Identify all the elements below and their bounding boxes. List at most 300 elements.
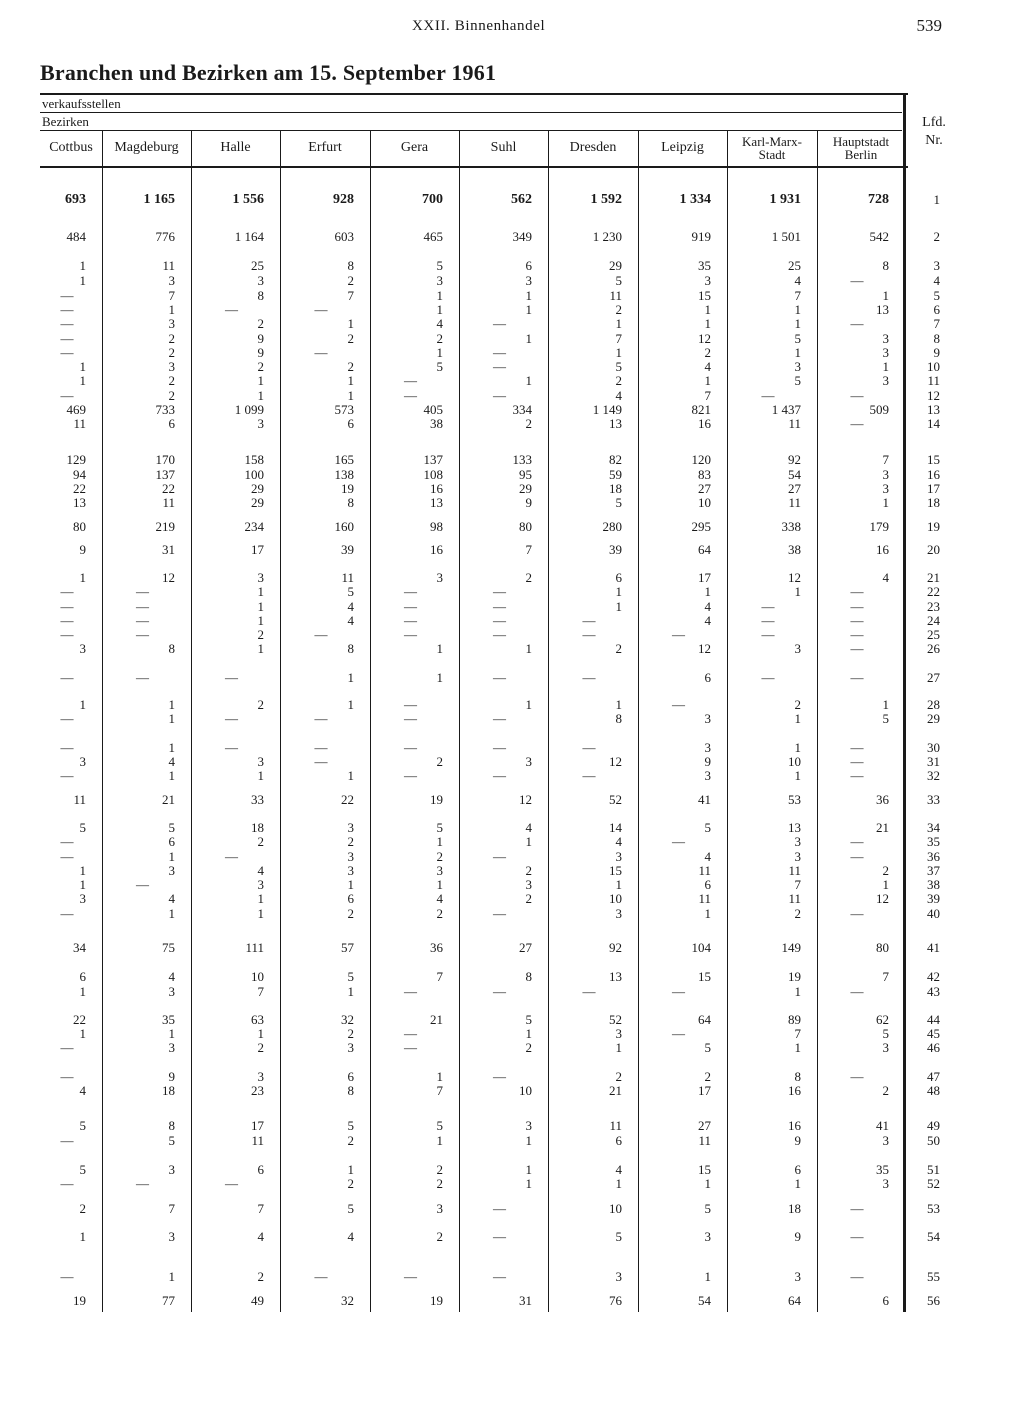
table-cell: 1 [615, 877, 622, 892]
table-cell: 5 [79, 820, 86, 835]
table-cell: 129 [66, 452, 86, 467]
table-cell: — [314, 740, 328, 755]
table-cell: 4 [615, 388, 622, 403]
table-cell: 5 [882, 1026, 889, 1041]
table-cell: — [314, 754, 328, 769]
table-cell: 2 [257, 834, 264, 849]
table-cell: — [60, 316, 74, 331]
column-header: Dresden [569, 140, 617, 155]
table-cell: 1 [257, 388, 264, 403]
table-cell: 1 [257, 906, 264, 921]
table-cell: 59 [609, 467, 622, 482]
table-cell: 1 230 [592, 229, 622, 244]
table-cell: 11 [73, 416, 86, 431]
table-cell: — [60, 670, 74, 685]
table-cell: — [850, 768, 864, 783]
table-cell: — [136, 1176, 149, 1191]
table-cell: 31 [519, 1293, 532, 1308]
row-number: 18 [927, 495, 940, 510]
table-cell: 1 [347, 697, 354, 712]
table-cell: 3 [347, 1040, 354, 1055]
table-cell: — [672, 1026, 685, 1041]
table-cell: — [850, 849, 864, 864]
row-number: 33 [927, 792, 940, 807]
table-cell: 2 [436, 849, 443, 864]
table-cell: 2 [347, 1133, 354, 1148]
table-cell: — [761, 388, 775, 403]
table-cell: 2 [257, 359, 264, 374]
table-cell: 13 [788, 820, 801, 835]
table-cell: 1 [615, 584, 622, 599]
table-cell: 16 [788, 1083, 801, 1098]
table-cell: 4 [168, 754, 175, 769]
table-cell: 7 [168, 288, 175, 303]
column-header: Leipzig [661, 140, 704, 155]
table-cell: 7 [347, 288, 354, 303]
table-cell: 3 [436, 1201, 443, 1216]
table-cell: 27 [698, 481, 711, 496]
table-cell: 15 [698, 969, 711, 984]
table-cell: 38 [788, 542, 801, 557]
row-number: 1 [933, 192, 940, 207]
table-cell: 1 [615, 599, 622, 614]
table-cell: 3 [257, 754, 264, 769]
table-cell: — [225, 670, 238, 685]
table-cell: 6 [615, 570, 622, 585]
table-cell: 6 [168, 834, 175, 849]
table-cell: 1 [615, 1176, 622, 1191]
table-cell: — [493, 388, 506, 403]
table-cell: 4 [615, 834, 622, 849]
table-cell: 3 [615, 906, 622, 921]
table-cell: 4 [704, 599, 711, 614]
table-cell: — [225, 849, 238, 864]
table-cell: — [850, 613, 864, 628]
table-cell: 484 [66, 229, 86, 244]
table-cell: 1 164 [234, 229, 264, 244]
table-cell: 2 [79, 1201, 86, 1216]
table-cell: 6 [168, 416, 175, 431]
table-cell: 11 [788, 495, 801, 510]
table-cell: 1 [525, 1162, 532, 1177]
table-cell: 1 [436, 345, 443, 360]
table-cell: 5 [882, 711, 889, 726]
row-number: 44 [927, 1012, 940, 1027]
table-cell: 11 [341, 570, 354, 585]
table-cell: 80 [519, 519, 532, 534]
table-cell: — [404, 697, 417, 712]
table-cell: — [850, 416, 864, 431]
table-cell: 92 [788, 452, 801, 467]
table-cell: — [493, 906, 506, 921]
table-cell: 5 [436, 359, 443, 374]
table-cell: 1 [794, 1040, 801, 1055]
table-cell: 509 [869, 402, 889, 417]
table-cell: 1 [347, 768, 354, 783]
table-cell: 1 [257, 373, 264, 388]
header-top-rule [40, 93, 908, 95]
table-cell: 1 [257, 641, 264, 656]
table-cell: 9 [794, 1229, 801, 1244]
table-cell: — [493, 584, 506, 599]
table-cell: — [493, 1069, 506, 1084]
table-cell: — [404, 584, 417, 599]
table-cell: 1 [704, 373, 711, 388]
table-cell: — [60, 768, 74, 783]
table-cell: 3 [882, 481, 889, 496]
table-cell: 1 [79, 359, 86, 374]
table-cell: 11 [609, 1118, 622, 1133]
table-cell: — [136, 627, 149, 642]
table-cell: — [493, 1201, 506, 1216]
table-cell: 77 [162, 1293, 175, 1308]
table-cell: 27 [788, 481, 801, 496]
table-cell: 9 [794, 1133, 801, 1148]
table-cell: 165 [334, 452, 354, 467]
table-cell: 1 [525, 288, 532, 303]
table-cell: 13 [609, 416, 622, 431]
column-header: Erfurt [308, 140, 342, 155]
table-cell: 18 [162, 1083, 175, 1098]
column-header: Karl-Marx- Stadt [742, 134, 802, 162]
table-cell: 7 [168, 1201, 175, 1216]
table-cell: 3 [347, 863, 354, 878]
table-cell: — [314, 302, 328, 317]
table-cell: 29 [251, 481, 264, 496]
table-cell: 1 [794, 302, 801, 317]
table-cell: 295 [691, 519, 711, 534]
table-cell: 1 [257, 584, 264, 599]
table-cell: 3 [168, 984, 175, 999]
table-cell: 53 [788, 792, 801, 807]
table-cell: 4 [257, 863, 264, 878]
table-cell: — [60, 834, 74, 849]
table-cell: 1 [615, 345, 622, 360]
row-number: 5 [933, 288, 940, 303]
row-number-divider [903, 95, 906, 1312]
table-cell: — [672, 627, 685, 642]
table-cell: 4 [704, 849, 711, 864]
table-cell: 776 [155, 229, 175, 244]
table-cell: 38 [430, 416, 443, 431]
table-cell: — [60, 331, 74, 346]
table-cell: 7 [794, 877, 801, 892]
table-cell: 35 [876, 1162, 889, 1177]
table-cell: — [60, 849, 74, 864]
table-cell: 1 [168, 849, 175, 864]
table-cell: 2 [257, 697, 264, 712]
table-cell: 1 [794, 768, 801, 783]
row-number: 25 [927, 627, 940, 642]
table-cell: 3 [257, 273, 264, 288]
table-cell: 1 [882, 359, 889, 374]
table-cell: 22 [162, 481, 175, 496]
table-cell: 2 [436, 331, 443, 346]
row-number: 50 [927, 1133, 940, 1148]
table-cell: 4 [704, 359, 711, 374]
table-cell: 6 [347, 1069, 354, 1084]
table-cell: 4 [436, 316, 443, 331]
table-cell: 19 [788, 969, 801, 984]
table-cell: 3 [525, 877, 532, 892]
row-number: 37 [927, 863, 940, 878]
table-cell: 80 [876, 940, 889, 955]
table-cell: 3 [525, 1118, 532, 1133]
table-cell: 9 [525, 495, 532, 510]
table-cell: — [60, 740, 74, 755]
table-cell: 15 [698, 1162, 711, 1177]
table-cell: 1 [525, 834, 532, 849]
row-number: 31 [927, 754, 940, 769]
table-cell: 3 [882, 345, 889, 360]
table-cell: — [314, 627, 328, 642]
table-cell: 1 165 [143, 192, 175, 207]
table-cell: 5 [436, 258, 443, 273]
table-cell: 1 [704, 316, 711, 331]
table-cell: 5 [347, 1118, 354, 1133]
table-cell: 1 [79, 570, 86, 585]
table-cell: — [314, 1269, 328, 1284]
table-cell: — [404, 613, 417, 628]
table-cell: 7 [436, 969, 443, 984]
table-cell: 5 [704, 1040, 711, 1055]
table-cell: 34 [73, 940, 86, 955]
table-cell: 25 [788, 258, 801, 273]
table-cell: 1 [168, 302, 175, 317]
table-cell: 6 [794, 1162, 801, 1177]
table-cell: 170 [155, 452, 175, 467]
table-cell: 3 [436, 863, 443, 878]
table-cell: 1 [704, 584, 711, 599]
table-cell: — [60, 388, 74, 403]
table-cell: 2 [257, 1269, 264, 1284]
table-cell: — [404, 768, 417, 783]
table-cell: 8 [347, 495, 354, 510]
header-bottom-rule [40, 166, 908, 168]
row-number: 53 [927, 1201, 940, 1216]
table-cell: 1 [79, 1229, 86, 1244]
table-cell: — [60, 302, 74, 317]
table-cell: 3 [794, 641, 801, 656]
table-cell: 14 [609, 820, 622, 835]
table-cell: 3 [168, 863, 175, 878]
table-cell: 3 [704, 1229, 711, 1244]
table-cell: 11 [251, 1133, 264, 1148]
table-cell: 104 [691, 940, 711, 955]
row-number: 22 [927, 584, 940, 599]
table-cell: — [225, 711, 238, 726]
table-cell: — [493, 670, 506, 685]
table-cell: 21 [876, 820, 889, 835]
table-cell: 3 [436, 273, 443, 288]
table-cell: 1 556 [232, 192, 264, 207]
table-cell: 3 [882, 1133, 889, 1148]
row-number: 3 [933, 258, 940, 273]
table-cell: — [672, 697, 685, 712]
table-cell: 137 [423, 452, 443, 467]
table-cell: 2 [347, 331, 354, 346]
table-cell: 1 [436, 877, 443, 892]
table-cell: — [850, 754, 864, 769]
table-cell: 2 [882, 1083, 889, 1098]
table-cell: 542 [869, 229, 889, 244]
table-cell: 2 [168, 345, 175, 360]
table-cell: 11 [609, 288, 622, 303]
table-cell: — [493, 316, 506, 331]
table-cell: 1 437 [771, 402, 801, 417]
table-cell: 1 [79, 877, 86, 892]
table-cell: 18 [788, 1201, 801, 1216]
table-cell: — [850, 1269, 864, 1284]
table-cell: — [136, 670, 149, 685]
table-cell: 7 [257, 1201, 264, 1216]
table-cell: — [493, 345, 506, 360]
table-cell: 12 [788, 570, 801, 585]
table-cell: 5 [615, 359, 622, 374]
table-cell: 100 [244, 467, 264, 482]
table-cell: — [60, 584, 74, 599]
table-cell: 2 [436, 1229, 443, 1244]
row-number: 43 [927, 984, 940, 999]
table-cell: 11 [698, 863, 711, 878]
table-cell: 12 [609, 754, 622, 769]
table-cell: 2 [704, 1069, 711, 1084]
table-cell: 1 [436, 302, 443, 317]
table-cell: 2 [168, 388, 175, 403]
table-cell: 5 [704, 820, 711, 835]
row-number: 34 [927, 820, 940, 835]
table-cell: 3 [79, 641, 86, 656]
table-cell: — [850, 316, 864, 331]
table-cell: 8 [525, 969, 532, 984]
table-cell: — [404, 1040, 417, 1055]
table-cell: 3 [168, 273, 175, 288]
table-cell: 2 [347, 834, 354, 849]
row-number: 11 [927, 373, 940, 388]
table-cell: 2 [168, 331, 175, 346]
table-cell: 3 [168, 1162, 175, 1177]
table-cell: 4 [882, 570, 889, 585]
table-cell: 3 [615, 849, 622, 864]
table-cell: 63 [251, 1012, 264, 1027]
table-cell: 1 [436, 834, 443, 849]
table-cell: 13 [876, 302, 889, 317]
table-cell: — [493, 768, 506, 783]
table-cell: 5 [168, 820, 175, 835]
table-cell: — [850, 627, 864, 642]
table-cell: 2 [257, 1040, 264, 1055]
table-cell: — [493, 359, 506, 374]
table-cell: 1 [347, 388, 354, 403]
row-number: 35 [927, 834, 940, 849]
table-cell: 2 [882, 863, 889, 878]
table-cell: 39 [341, 542, 354, 557]
column-header: Halle [220, 140, 251, 155]
running-head [0, 14, 1024, 38]
table-cell: 8 [347, 641, 354, 656]
column-header: Suhl [490, 140, 517, 155]
table-cell: 4 [257, 1229, 264, 1244]
table-cell: 3 [882, 1176, 889, 1191]
table-cell: 338 [781, 519, 801, 534]
header-group-label: verkaufsstellen [42, 96, 121, 111]
table-cell: 11 [73, 792, 86, 807]
table-cell: — [314, 711, 328, 726]
table-cell: 4 [436, 891, 443, 906]
row-number: 14 [927, 416, 940, 431]
table-cell: 1 501 [771, 229, 801, 244]
row-number: 2 [933, 229, 940, 244]
table-cell: — [850, 740, 864, 755]
table-cell: 137 [155, 467, 175, 482]
table-cell: 1 [436, 1133, 443, 1148]
table-cell: 1 [168, 906, 175, 921]
table-cell: 1 [525, 1133, 532, 1148]
table-cell: 75 [162, 940, 175, 955]
row-number: 26 [927, 641, 940, 656]
table-cell: 3 [882, 1040, 889, 1055]
table-cell: 22 [73, 481, 86, 496]
table-cell: 17 [251, 1118, 264, 1133]
table-cell: 21 [162, 792, 175, 807]
table-cell: — [582, 670, 596, 685]
table-cell: 1 [168, 711, 175, 726]
table-cell: 1 149 [592, 402, 622, 417]
table-cell: 1 [794, 984, 801, 999]
table-cell: 1 334 [679, 192, 711, 207]
table-cell: — [850, 1069, 864, 1084]
table-cell: 149 [781, 940, 801, 955]
header-rule-subgroup [40, 130, 902, 131]
table-cell: 138 [334, 467, 354, 482]
table-cell: — [850, 273, 864, 288]
table-cell: 1 [168, 1269, 175, 1284]
table-cell: 3 [615, 1026, 622, 1041]
table-cell: 11 [788, 863, 801, 878]
table-cell: 2 [347, 359, 354, 374]
table-cell: 2 [347, 1176, 354, 1191]
table-cell: — [493, 711, 506, 726]
table-cell: 6 [615, 1133, 622, 1148]
row-number: 17 [927, 481, 940, 496]
table-cell: 1 [168, 697, 175, 712]
table-cell: 10 [609, 1201, 622, 1216]
table-cell: 2 [525, 570, 532, 585]
table-cell: 1 [794, 711, 801, 726]
row-number: 32 [927, 768, 940, 783]
table-cell: 11 [162, 258, 175, 273]
table-cell: 1 [436, 641, 443, 656]
table-cell: 25 [251, 258, 264, 273]
table-cell: 33 [251, 792, 264, 807]
table-cell: 469 [66, 402, 86, 417]
row-number: 55 [927, 1269, 940, 1284]
table-cell: 1 [882, 288, 889, 303]
column-header: Magdeburg [114, 140, 179, 155]
table-cell: 52 [609, 1012, 622, 1027]
table-cell: 9 [257, 345, 264, 360]
table-cell: 120 [691, 452, 711, 467]
table-cell: 349 [512, 229, 532, 244]
table-cell: 2 [257, 316, 264, 331]
table-cell: 2 [347, 906, 354, 921]
table-cell: 1 [794, 1176, 801, 1191]
table-cell: 1 [525, 373, 532, 388]
table-cell: 1 [168, 1026, 175, 1041]
table-cell: 8 [347, 1083, 354, 1098]
table-cell: 54 [788, 467, 801, 482]
table-cell: 1 [347, 877, 354, 892]
